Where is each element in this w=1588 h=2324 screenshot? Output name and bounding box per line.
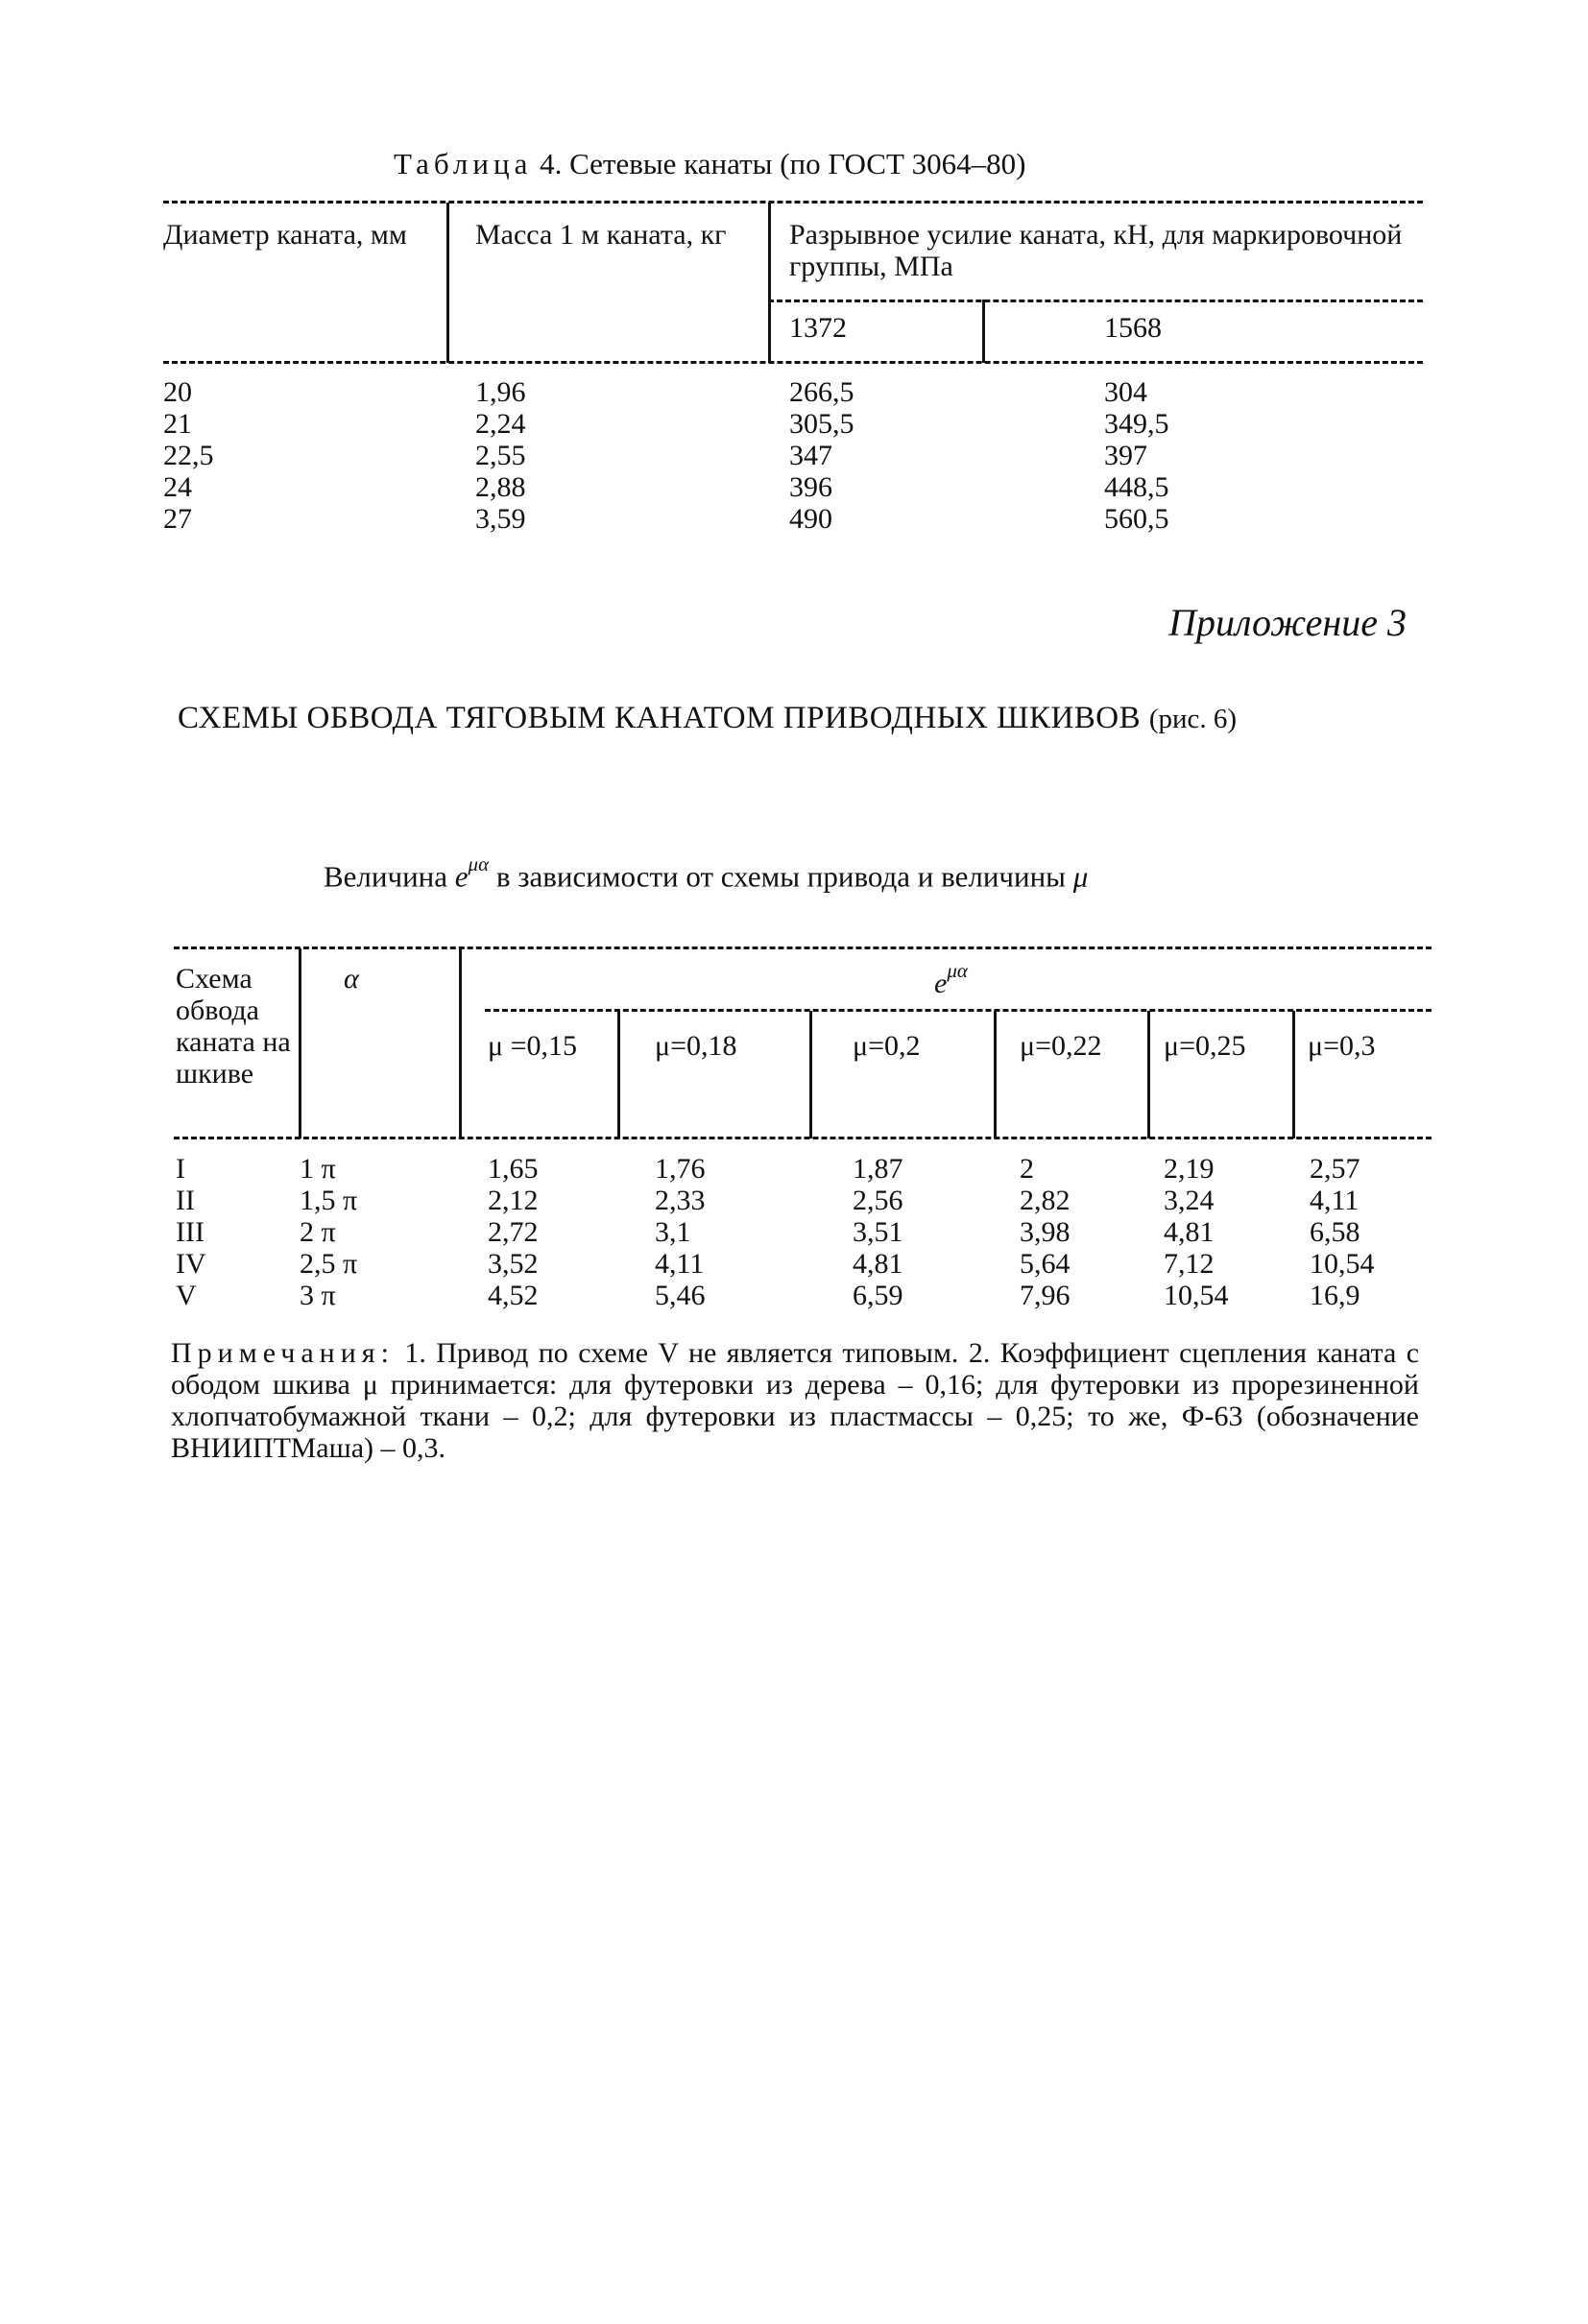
table5-cell-value: 16,9 (1310, 1280, 1360, 1311)
table5-cell-value: 10,54 (1164, 1280, 1229, 1311)
table5-cell-value: 3,24 (1164, 1185, 1215, 1216)
table4-header-force: Разрывное усилие каната, кН, для маркировочной группы, МПа (789, 219, 1403, 282)
table5-cell-value: 3,51 (853, 1216, 903, 1248)
table5-caption-pre: Величина (324, 859, 448, 894)
table5-cell-alpha: 3 π (300, 1280, 336, 1311)
table5-cell-value: 7,12 (1164, 1248, 1215, 1280)
table5-cell-value: 4,81 (1164, 1216, 1215, 1248)
table4-cell-diameter: 20 (163, 376, 192, 408)
table5-cell-value: 1,87 (853, 1153, 903, 1185)
table5-cell-alpha: 1,5 π (300, 1185, 358, 1216)
table5-cell-value: 1,76 (655, 1153, 706, 1185)
appendix-heading: Приложение 3 (1168, 601, 1407, 644)
table5-cell-value: 5,46 (655, 1280, 706, 1311)
table4-cell-mass: 2,55 (475, 440, 526, 471)
table4-cell-mass: 2,88 (475, 471, 526, 503)
table5-cell-value: 2,57 (1310, 1153, 1360, 1185)
table5-cell-scheme: III (176, 1216, 205, 1248)
table5-header-mu-03: μ=0,3 (1308, 1030, 1376, 1062)
table5-col-divider-mu-1 (617, 1011, 620, 1138)
table4-cell-force-1372: 266,5 (789, 376, 854, 408)
table5-cell-value: 2,82 (1020, 1185, 1071, 1216)
table5-cell-value: 2,72 (488, 1216, 539, 1248)
table4-cell-mass: 1,96 (475, 376, 526, 408)
table5-cell-value: 6,58 (1310, 1216, 1360, 1248)
table5-cell-value: 6,59 (853, 1280, 903, 1311)
section-title-text: СХЕМЫ ОБВОДА ТЯГОВЫМ КАНАТОМ ПРИВОДНЫХ ШКИВОВ (178, 701, 1142, 735)
table5-col-divider-mu-2 (809, 1011, 812, 1138)
table4-cell-force-1372: 490 (789, 503, 832, 535)
table4-cell-force-1568: 560,5 (1104, 503, 1169, 535)
table5-cell-value: 10,54 (1310, 1248, 1375, 1280)
table5-top-rule (174, 946, 1432, 949)
table5-cell-value: 2,56 (853, 1185, 903, 1216)
table4-header-group-1372: 1372 (789, 312, 847, 344)
table5-caption (324, 852, 1089, 894)
table5-col-divider-mu-3 (994, 1011, 997, 1138)
table4-cell-force-1372: 347 (789, 440, 832, 471)
table4-col-divider-3 (982, 299, 985, 363)
note-text: 1. Привод по схеме V не является типовым. 2. Коэффициент сцепления каната с ободом шкива μ принимается: для футеровки из дерева – 0,16; для футеровки из прорезиненной хлопчатобумажной ткани – 0,2; для футеровки из пластмассы – 0,25; то же, Ф-63 (обозначение ВНИИПТМаша) – 0,3. (171, 1337, 1420, 1464)
table5-cell-value: 2,12 (488, 1185, 539, 1216)
section-title (178, 701, 1237, 736)
table5-caption-post: в зависимости от схемы привода и величины (495, 859, 1067, 894)
table4-cell-force-1372: 305,5 (789, 408, 854, 440)
table5-header-mu-02: μ=0,2 (853, 1030, 921, 1062)
table5-cell-alpha: 1 π (300, 1153, 336, 1185)
table4-subheader-rule (768, 299, 1423, 302)
table4-header-bottom-rule (163, 361, 1423, 364)
table5-cell-value: 2,33 (655, 1185, 706, 1216)
table5-caption-exp: μα (468, 852, 490, 875)
table5-cell-value: 4,52 (488, 1280, 539, 1311)
table5-cell-value: 4,11 (1310, 1185, 1359, 1216)
table4-caption (394, 147, 1025, 181)
table4-cell-force-1568: 397 (1104, 440, 1147, 471)
table4-cell-diameter: 21 (163, 408, 192, 440)
table5-subheader-rule (485, 1009, 1432, 1012)
table4-cell-force-1568: 304 (1104, 376, 1147, 408)
table4-cell-mass: 3,59 (475, 503, 526, 535)
table4-top-rule (163, 201, 1423, 204)
table4-header-group-1568: 1568 (1104, 312, 1162, 344)
table5-cell-value: 2 (1020, 1153, 1034, 1185)
table4-col-divider-2 (768, 203, 771, 363)
note-label: Примечания: (171, 1337, 395, 1369)
table5-cell-value: 3,98 (1020, 1216, 1071, 1248)
table5-col-divider-alpha (459, 948, 462, 1138)
table4-header-diameter: Диаметр каната, мм (163, 219, 407, 251)
table4-caption-label: Таблица (394, 147, 533, 180)
table5-cell-value: 1,65 (488, 1153, 539, 1185)
table5-cell-alpha: 2,5 π (300, 1248, 358, 1280)
table5-caption-mu: μ (1072, 859, 1089, 894)
table4-col-divider-1 (446, 203, 449, 363)
table5-cell-value: 4,11 (655, 1248, 705, 1280)
table4-cell-force-1372: 396 (789, 471, 832, 503)
section-figure-ref: (рис. 6) (1148, 704, 1238, 734)
table5-header-e (934, 960, 968, 999)
table5-cell-scheme: II (176, 1185, 195, 1216)
table5-cell-value: 5,64 (1020, 1248, 1071, 1280)
table4-cell-force-1568: 448,5 (1104, 471, 1169, 503)
table4-header-mass: Масса 1 м каната, кг (475, 219, 727, 251)
table5-cell-value: 2,19 (1164, 1153, 1215, 1185)
table4-cell-force-1568: 349,5 (1104, 408, 1169, 440)
table5-caption-e: e (454, 859, 469, 894)
table5-header-mu-022: μ=0,22 (1020, 1030, 1102, 1062)
table5-header-e-base: e (934, 968, 948, 999)
table4-caption-text: 4. Сетевые канаты (по ГОСТ 3064–80) (540, 147, 1026, 180)
table5-cell-scheme: I (176, 1153, 185, 1185)
note-paragraph (171, 1337, 1419, 1464)
table5-cell-value: 7,96 (1020, 1280, 1071, 1311)
table5-cell-value: 3,52 (488, 1248, 539, 1280)
table5-col-divider-scheme (299, 948, 301, 1138)
table4-cell-diameter: 22,5 (163, 440, 214, 471)
table5-header-scheme: Схема обвода каната на шкиве (176, 963, 291, 1090)
table5-header-mu-015: μ =0,15 (488, 1030, 578, 1062)
table4-cell-diameter: 24 (163, 471, 192, 503)
table4-cell-mass: 2,24 (475, 408, 526, 440)
table5-header-e-exp: μα (947, 959, 968, 982)
table5-header-bottom-rule (174, 1137, 1432, 1139)
table5-header-mu-025: μ=0,25 (1164, 1030, 1246, 1062)
table5-cell-scheme: IV (176, 1248, 206, 1280)
table5-header-mu-018: μ=0,18 (655, 1030, 737, 1062)
table5-cell-value: 3,1 (655, 1216, 691, 1248)
table5-header-alpha: α (344, 963, 359, 994)
table5-cell-scheme: V (176, 1280, 197, 1311)
table5-cell-alpha: 2 π (300, 1216, 336, 1248)
table5-col-divider-mu-4 (1147, 1011, 1150, 1138)
table4-cell-diameter: 27 (163, 503, 192, 535)
table5-col-divider-mu-5 (1292, 1011, 1295, 1138)
table5-cell-value: 4,81 (853, 1248, 903, 1280)
